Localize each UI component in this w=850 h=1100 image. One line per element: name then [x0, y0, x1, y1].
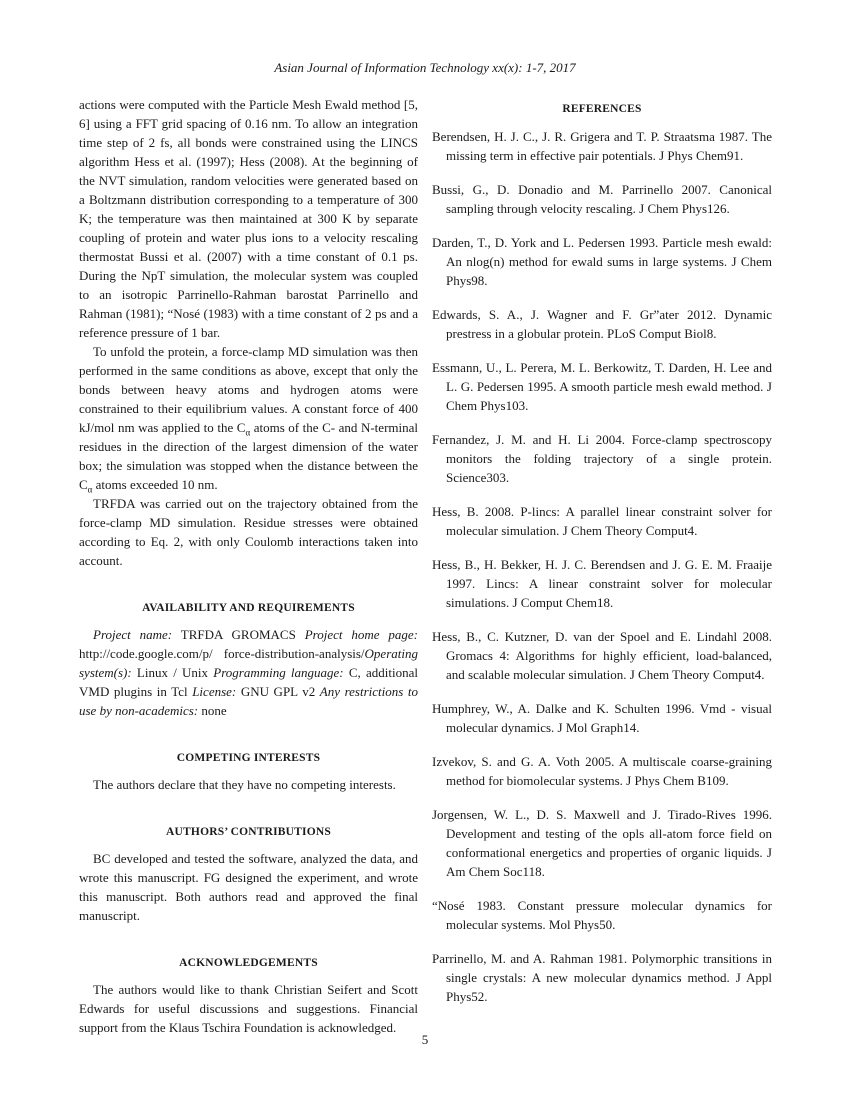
reference-item: “Nosé 1983. Constant pressure molecular dynamics for molecular systems. Mol Phys50. [432, 898, 772, 932]
methods-paragraph-1: actions were computed with the Particle Mesh Ewald method [5, 6] using a FFT grid spacing of 0.16 nm. To allow an integration time step of 2 fs, all bonds were constrained using the LINCS algorithm Hess et al. (1997); Hess (2008). At the beginning of the NVT simulation, random velocities were generated based on a Boltzmann distribution corresponding to a temperature of 300 K; the temperature was then maintained at 300 K by separate coupling of protein and water plus ions to a velocity rescaling thermostat Bussi et al. (2007) with a time constant of 0.1 ps. During the NpT simulation, the molecular system was coupled to an isotropic Parrinello-Rahman barostat Parrinello and Rahman (1981); “Nosé (1983) with a time constant of 2 ps and a reference pressure of 1 bar. [79, 97, 418, 340]
language-value: C, additional VMD plugins in Tcl [79, 665, 418, 699]
para2-part-b: atoms of the C- and N-terminal residues in the direction of the largest dimension of the water box; the simulation was stopped when the distance between the C [79, 420, 418, 492]
alpha-subscript-1: α [245, 427, 251, 438]
reference-item: Fernandez, J. M. and H. Li 2004. Force-clamp spectroscopy monitors the folding trajectory of a single protein. Science303. [432, 432, 772, 485]
methods-paragraph-2 [79, 342, 418, 494]
home-page-link[interactable]: http://code.google.com/p/ force-distribution-analysis/ [79, 646, 365, 661]
project-name-value: TRFDA GROMACS [172, 627, 305, 642]
os-label: Operating system(s): [79, 646, 418, 680]
availability-text [79, 625, 418, 720]
journal-header: Asian Journal of Information Technology xx(x): 1-7, 2017 [274, 60, 576, 75]
para2-part-a: To unfold the protein, a force-clamp MD simulation was then performed in the same conditions as above, except that only the bonds between heavy atoms and hydrogen atoms were constrained to their equilibrium values. A constant force of 400 kJ/mol nm was applied to the C [79, 344, 418, 435]
reference-item: Izvekov, S. and G. A. Voth 2005. A multiscale coarse-graining method for biomolecular systems. J Phys Chem B109. [432, 754, 772, 788]
reference-item: Jorgensen, W. L., D. S. Maxwell and J. Tirado-Rives 1996. Development and testing of the opls all-atom force field on conformational energetics and properties of organic liquids. J Am Chem Soc118. [432, 807, 772, 879]
reference-item: Hess, B., H. Bekker, H. J. C. Berendsen and J. G. E. M. Fraaije 1997. Lincs: A linear constraint solver for molecular simulations. J Comput Chem18. [432, 557, 772, 610]
reference-item: Humphrey, W., A. Dalke and K. Schulten 1996. Vmd - visual molecular dynamics. J Mol Graph14. [432, 701, 772, 735]
acknowledgements-heading: ACKNOWLEDGEMENTS [179, 957, 318, 969]
page-number: 5 [421, 1032, 429, 1047]
reference-item: Berendsen, H. J. C., J. R. Grigera and T. P. Straatsma 1987. The missing term in effective pair potentials. J Phys Chem91. [432, 129, 772, 163]
availability-heading: AVAILABILITY AND REQUIREMENTS [142, 602, 355, 614]
references-heading: REFERENCES [562, 103, 642, 115]
competing-interests-heading: COMPETING INTERESTS [176, 752, 321, 764]
license-value: GNU GPL v2 [236, 684, 320, 699]
os-value: Linux / Unix [131, 665, 214, 680]
left-column [79, 95, 418, 1037]
right-column [432, 95, 772, 1021]
reference-item: Parrinello, M. and A. Rahman 1981. Polymorphic transitions in single crystals: A new molecular dynamics method. J Appl Phys52. [432, 951, 772, 1004]
reference-item: Edwards, S. A., J. Wagner and F. Gr”ater 2012. Dynamic prestress in a globular protein. PLoS Comput Biol8. [432, 307, 772, 341]
para2-part-c: atoms exceeded 10 nm. [92, 477, 218, 492]
restrictions-value: none [198, 703, 227, 718]
acknowledgements-text: The authors would like to thank Christian Seifert and Scott Edwards for useful discussions and suggestions. Financial support from the Klaus Tschira Foundation is acknowledged. [79, 982, 418, 1035]
reference-item: Darden, T., D. York and L. Pedersen 1993. Particle mesh ewald: An nlog(n) method for ewald sums in large systems. J Chem Phys98. [432, 235, 772, 288]
reference-item: Bussi, G., D. Donadio and M. Parrinello 2007. Canonical sampling through velocity rescaling. J Chem Phys126. [432, 182, 772, 216]
license-label: License: [192, 684, 237, 699]
contributions-text: BC developed and tested the software, analyzed the data, and wrote this manuscript. FG designed the experiment, and wrote this manuscript. Both authors read and approved the final manuscript. [79, 851, 418, 923]
project-name-label: Project name: [93, 627, 173, 642]
reference-item: Hess, B., C. Kutzner, D. van der Spoel and E. Lindahl 2008. Gromacs 4: Algorithms for highly efficient, load-balanced, and scalable molecular simulation. J Chem Theory Comput4. [432, 629, 772, 682]
alpha-subscript-2: α [87, 484, 93, 495]
home-page-label: Project home page: [304, 627, 418, 642]
competing-interests-text: The authors declare that they have no competing interests. [93, 777, 396, 792]
language-label: Programming language: [213, 665, 344, 680]
reference-item: Essmann, U., L. Perera, M. L. Berkowitz, T. Darden, H. Lee and L. G. Pedersen 1995. A smooth particle mesh ewald method. J Chem Phys103. [432, 360, 772, 413]
reference-item: Hess, B. 2008. P-lincs: A parallel linear constraint solver for molecular simulation. J Chem Theory Comput4. [432, 504, 772, 538]
contributions-heading: AUTHORS’ CONTRIBUTIONS [166, 826, 331, 838]
restrictions-label: Any restrictions to use by non-academics: [79, 684, 418, 718]
methods-paragraph-3: TRFDA was carried out on the trajectory obtained from the force-clamp MD simulation. Residue stresses were obtained according to Eq. 2, with only Coulomb interactions taken into account. [79, 496, 418, 568]
